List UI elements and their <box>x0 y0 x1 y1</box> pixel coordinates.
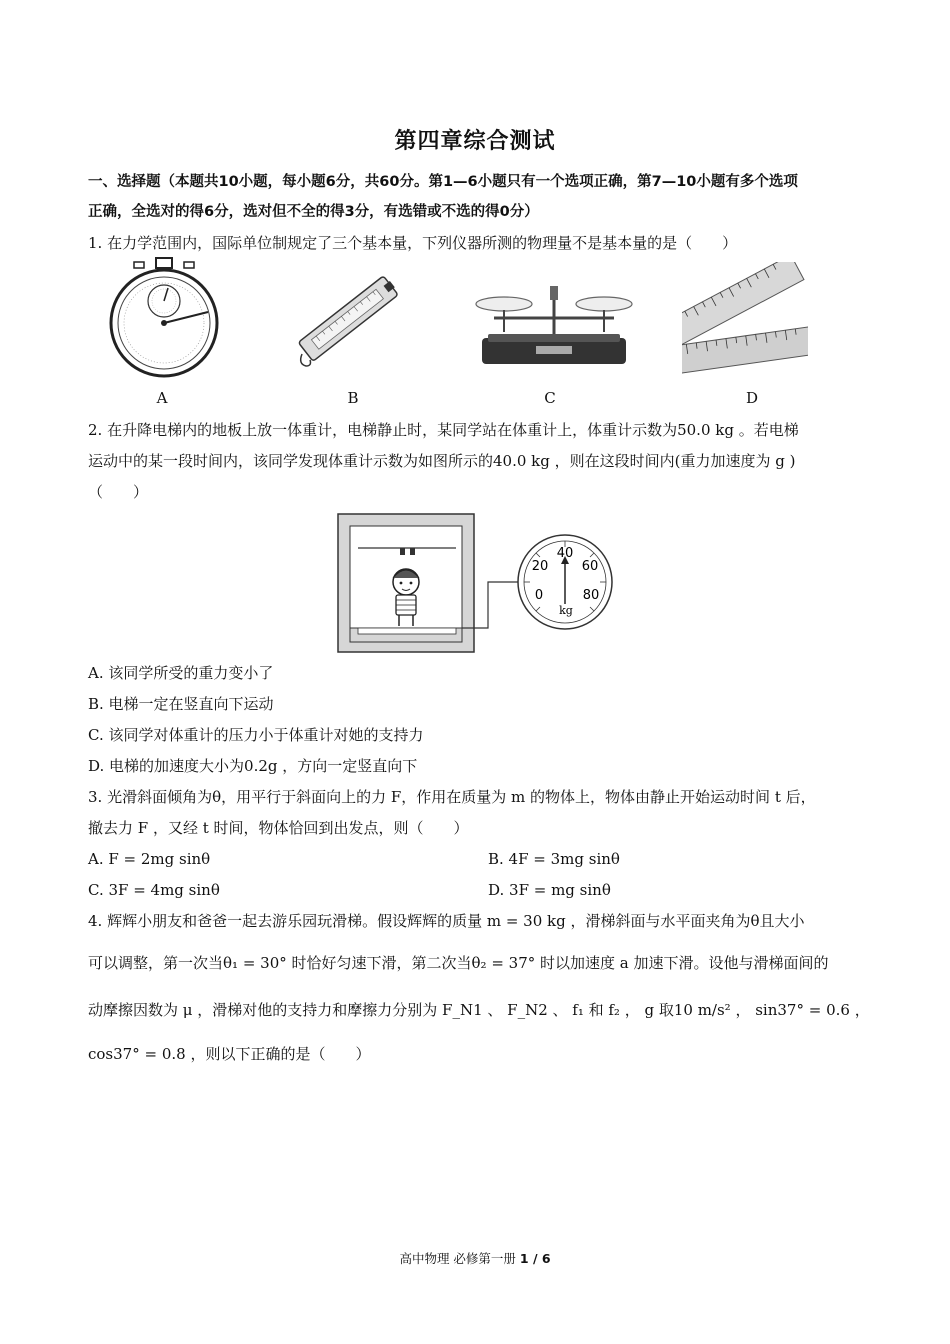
q3-option-d: D. 3F = mg sinθ <box>488 881 611 899</box>
footer-text: 高中物理 必修第一册 <box>399 1251 520 1266</box>
dial-tick-20: 20 <box>531 559 549 574</box>
balance-scale-image <box>474 276 634 368</box>
q2-option-d: D. 电梯的加速度大小为0.2g ，方向一定竖直向下 <box>88 757 418 775</box>
q4-stem-line4: cos37° = 0.8 ，则以下正确的是（ ） <box>88 1045 371 1063</box>
page-title: 第四章综合测试 <box>394 129 556 154</box>
page-number: 1 / 6 <box>519 1251 551 1266</box>
section-heading-line1: 一、选择题（本题共10小题，每小题6分，共60分。第1—6小题只有一个选项正确，第7—10小题有多个选项 <box>88 174 798 190</box>
q3-stem-line2: 撤去力 F ，又经 t 时间，物体恰回到出发点，则（ ） <box>88 819 469 837</box>
dial-tick-0: 0 <box>534 588 544 603</box>
q1-label-d: D <box>745 389 759 407</box>
q4-stem-line2: 可以调整，第一次当θ₁ = 30° 时恰好匀速下滑，第二次当θ₂ = 37° 时以加速度 a 加速下滑。设他与滑梯面间的 <box>88 954 829 972</box>
q1-label-b: B <box>347 389 359 407</box>
q3-option-b: B. 4F = 3mg sinθ <box>488 850 620 868</box>
ruler-image <box>682 262 808 378</box>
q3-option-a: A. F = 2mg sinθ <box>88 850 211 868</box>
q3-option-c: C. 3F = 4mg sinθ <box>88 881 220 899</box>
q2-stem-line2: 运动中的某一段时间内，该同学发现体重计示数为如图所示的40.0 kg ，则在这段时间内(重力加速度为 g ) <box>88 452 796 470</box>
spring-scale-image <box>292 262 407 374</box>
q1-stem: 1. 在力学范围内，国际单位制规定了三个基本量，下列仪器所测的物理量不是基本量的是（ ） <box>88 234 738 252</box>
dial-tick-60: 60 <box>581 559 599 574</box>
q3-stem-line1: 3. 光滑斜面倾角为θ，用平行于斜面向上的力 F，作用在质量为 m 的物体上，物体由静止开始运动时间 t 后， <box>88 788 816 806</box>
q4-stem-line1: 4. 辉辉小朋友和爸爸一起去游乐园玩滑梯。假设辉辉的质量 m = 30 kg ，滑梯斜面与水平面夹角为θ且大小 <box>88 912 805 930</box>
stopwatch-image <box>108 256 220 384</box>
q2-stem-line3: （ ） <box>88 483 149 501</box>
q1-label-a: A <box>156 389 168 407</box>
q2-stem-line1: 2. 在升降电梯内的地板上放一体重计，电梯静止时，某同学站在体重计上，体重计示数为50.0 kg 。若电梯 <box>88 421 799 439</box>
q4-stem-line3: 动摩擦因数为 μ ，滑梯对他的支持力和摩擦力分别为 F_N1 、 F_N2 、 f₁ 和 f₂ ， g 取10 m/s² ， sin37° = 0.6 ， <box>88 1001 870 1019</box>
q2-option-b: B. 电梯一定在竖直向下运动 <box>88 695 274 713</box>
dial-tick-80: 80 <box>582 588 600 603</box>
q2-option-a: A. 该同学所受的重力变小了 <box>88 664 274 682</box>
dial-tick-40: 40 <box>556 546 574 561</box>
dial-unit: kg <box>559 604 573 617</box>
elevator-figure <box>336 512 616 654</box>
section-heading-line2: 正确，全选对的得6分，选对但不全的得3分，有选错或不选的得0分） <box>88 204 539 220</box>
page-footer <box>0 1249 950 1267</box>
q2-option-c: C. 该同学对体重计的压力小于体重计对她的支持力 <box>88 726 424 744</box>
q1-label-c: C <box>544 389 556 407</box>
